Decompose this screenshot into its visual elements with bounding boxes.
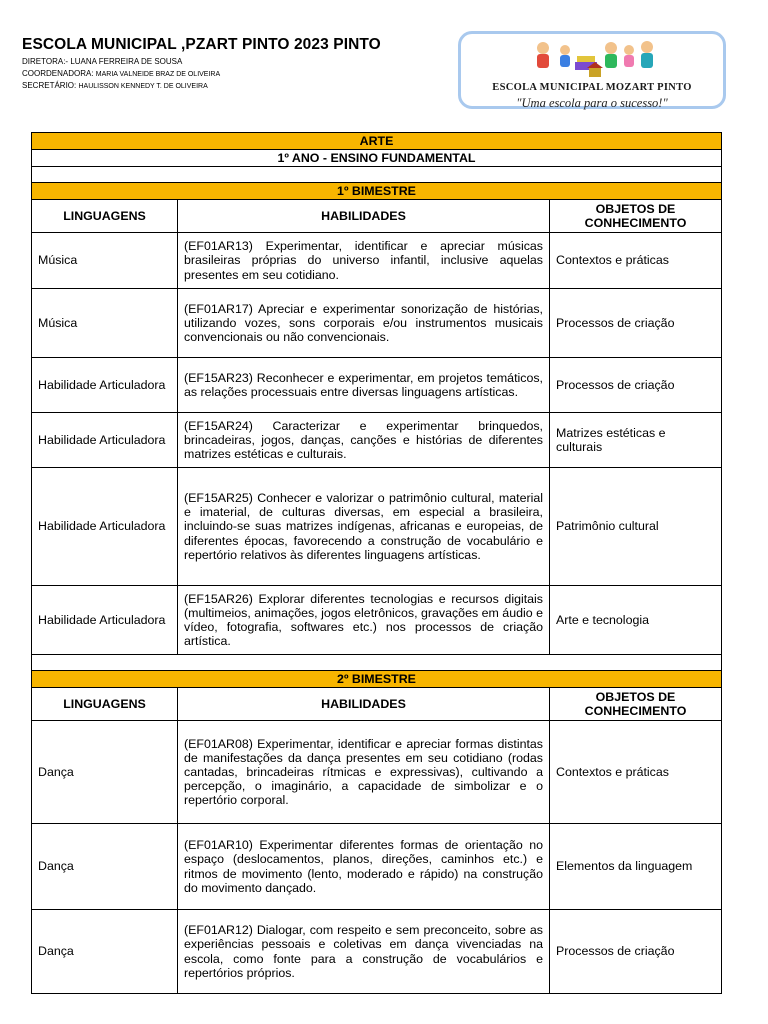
cell-hab: (EF01AR08) Experimentar, identificar e apreciar formas distintas de manifestações da dança presentes em seu cotidiano (rodas cantadas, brincadeiras rítmicas e expressivas), cultivando a percepção, o imaginário, a capacidade de simbolizar e o repertório corporal. [178,721,550,824]
bimester-title: 2º BIMESTRE [32,671,722,688]
col-header-hab: HABILIDADES [178,688,550,721]
column-header-row [32,688,722,721]
cell-hab: (EF15AR25) Conhecer e valorizar o patrimônio cultural, material e imaterial, de culturas diversas, em especial a brasileira, incluindo-se suas matrizes indígenas, africanas e europeias, de diferentes épocas, favorecendo a construção de vocabulário e repertório relativos às diferentes linguagens artísticas. [178,468,550,586]
grade-title: 1º ANO - ENSINO FUNDAMENTAL [32,150,722,167]
coordinator-line [22,68,452,81]
cell-lang: Habilidade Articuladora [32,468,178,586]
school-logo [458,31,726,109]
cell-obj: Contextos e práticas [550,233,722,289]
table-row [32,358,722,413]
spacer-row [32,655,722,671]
grade-row [32,150,722,167]
logo-motto: "Uma escola para o sucesso!" [516,96,668,110]
col-header-lang: LINGUAGENS [32,200,178,233]
cell-lang: Habilidade Articuladora [32,358,178,413]
bimester-row [32,671,722,688]
table-row [32,721,722,824]
cell-lang: Dança [32,824,178,910]
logo-school-name: ESCOLA MUNICIPAL MOZART PINTO [492,82,692,93]
subject-row [32,133,722,150]
cell-obj: Elementos da linguagem [550,824,722,910]
col-header-obj: OBJETOS DE CONHECIMENTO [550,688,722,721]
cell-obj: Processos de criação [550,358,722,413]
director-label: DIRETORA:- [22,57,69,66]
secretary-label: SECRETÁRIO: [22,81,77,90]
table-row [32,468,722,586]
cell-obj: Arte e tecnologia [550,586,722,655]
table-row [32,233,722,289]
curriculum-table [31,132,722,994]
cell-hab: (EF15AR24) Caracterizar e experimentar brinquedos, brincadeiras, jogos, danças, canções e histórias de diferentes matrizes estéticas e culturais. [178,413,550,468]
cell-hab: (EF01AR17) Apreciar e experimentar sonorização de histórias, utilizando vozes, sons corporais e/ou instrumentos musicais convencionais ou não convencionais. [178,289,550,358]
cell-obj: Processos de criação [550,910,722,994]
col-header-lang: LINGUAGENS [32,688,178,721]
cell-hab: (EF01AR13) Experimentar, identificar e apreciar músicas brasileiras próprias do universo infantil, inclusive aquelas presentes em seu cotidiano. [178,233,550,289]
cell-lang: Dança [32,721,178,824]
bimester-title: 1º BIMESTRE [32,183,722,200]
cell-lang: Habilidade Articuladora [32,586,178,655]
table-row [32,586,722,655]
cell-obj: Patrimônio cultural [550,468,722,586]
column-header-row [32,200,722,233]
col-header-obj: OBJETOS DE CONHECIMENTO [550,200,722,233]
cell-lang: Música [32,233,178,289]
table-row [32,910,722,994]
document-header [22,36,452,93]
cell-hab: (EF15AR26) Explorar diferentes tecnologias e recursos digitais (multimeios, animações, jogos eletrônicos, gravações em áudio e vídeo, fotografia, softwares etc.) nos processos de criação artística. [178,586,550,655]
children-illustration-icon [529,38,659,78]
cell-lang: Dança [32,910,178,994]
director-name: LUANA FERREIRA DE SOUSA [70,57,183,66]
cell-hab: (EF01AR12) Dialogar, com respeito e sem preconceito, sobre as experiências pessoais e coletivas em dança vivenciadas na escola, como fonte para a construção de vocabulários e repertórios próprios. [178,910,550,994]
cell-obj: Matrizes estéticas e culturais [550,413,722,468]
school-title: ESCOLA MUNICIPAL ,PZART PINTO 2023 PINTO [22,36,381,53]
table-row [32,824,722,910]
cell-lang: Música [32,289,178,358]
secretary-name: HAULISSON KENNEDY T. DE OLIVEIRA [78,83,208,90]
cell-lang: Habilidade Articuladora [32,413,178,468]
table-row [32,289,722,358]
spacer-row [32,167,722,183]
bimester-row [32,183,722,200]
coordinator-label: COORDENADORA: [22,68,94,78]
secretary-line [22,80,452,93]
cell-obj: Processos de criação [550,289,722,358]
table-row [32,413,722,468]
director-line [22,56,452,68]
cell-hab: (EF15AR23) Reconhecer e experimentar, em projetos temáticos, as relações processuais entre diversas linguagens artísticas. [178,358,550,413]
cell-hab: (EF01AR10) Experimentar diferentes formas de orientação no espaço (deslocamentos, planos, direções, caminhos etc.) e ritmos de movimento (lento, moderado e rápido) na construção do movimento dançado. [178,824,550,910]
coordinator-name: MARIA VALNEIDE BRAZ DE OLIVEIRA [95,70,221,78]
subject-title: ARTE [32,133,722,150]
col-header-hab: HABILIDADES [178,200,550,233]
cell-obj: Contextos e práticas [550,721,722,824]
